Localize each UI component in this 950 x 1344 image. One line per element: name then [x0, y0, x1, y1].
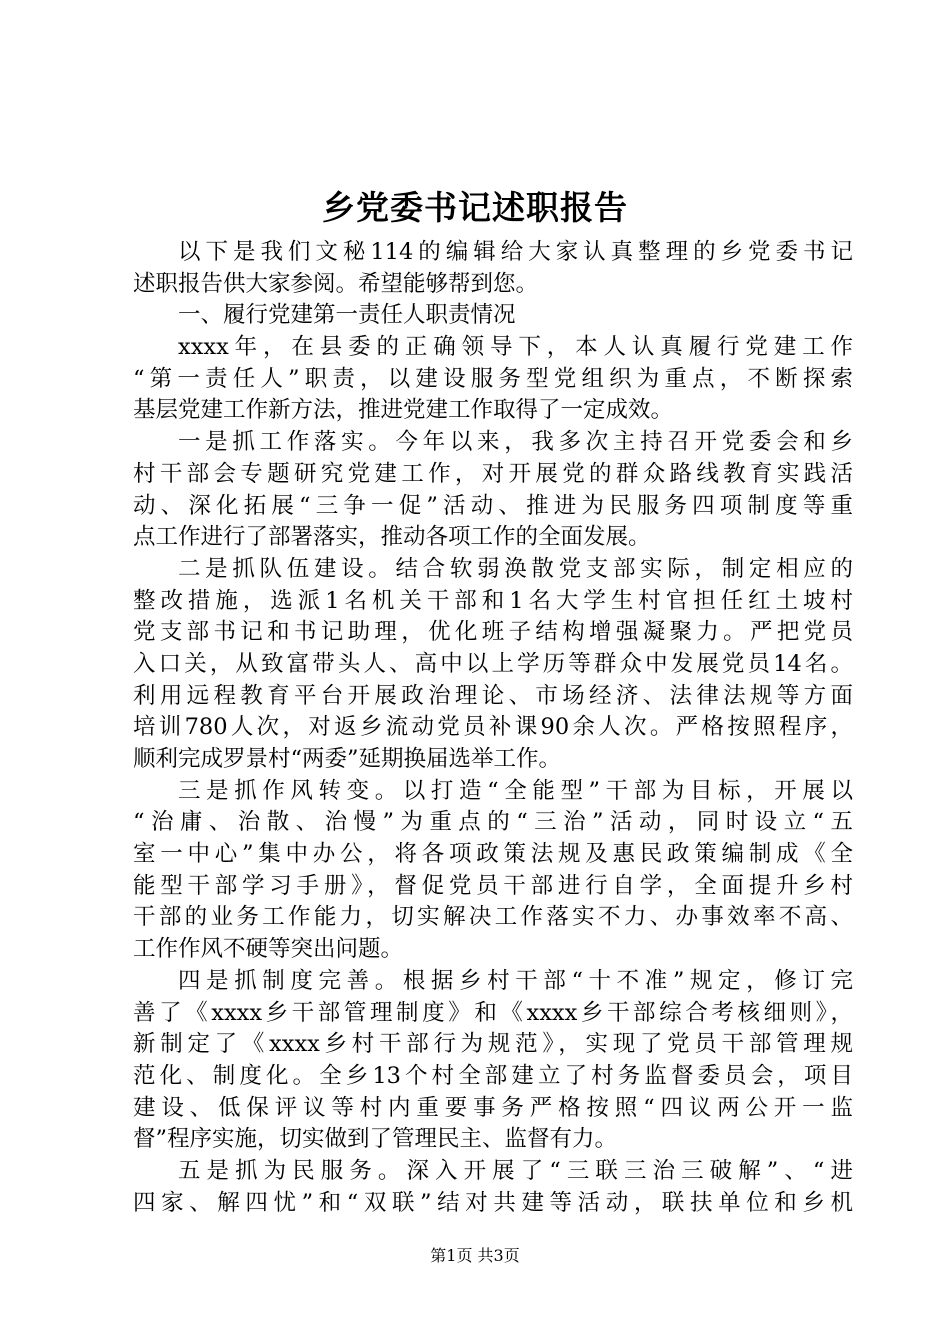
text-line: 一、履行党建第一责任人职责情况: [178, 302, 516, 329]
text-line: 三是抓作风转变。以打造“全能型”干部为目标，开展以: [178, 777, 853, 804]
text-line: 党支部书记和书记助理，优化班子结构增强凝聚力。严把党员: [133, 619, 853, 646]
text-line: 室一中心”集中办公，将各项政策法规及惠民政策编制成《全: [133, 841, 853, 868]
text-line: 干部的业务工作能力，切实解决工作落实不力、办事效率不高、: [133, 904, 853, 931]
text-line: 一是抓工作落实。今年以来，我多次主持召开党委会和乡: [178, 429, 853, 456]
text-line: 培训780人次，对返乡流动党员补课90余人次。严格按照程序，: [133, 714, 853, 741]
text-line: 能型干部学习手册》，督促党员干部进行自学，全面提升乡村: [133, 872, 853, 899]
text-line: 动、深化拓展“三争一促”活动、推进为民服务四项制度等重: [133, 492, 853, 519]
text-line: 四是抓制度完善。根据乡村干部“十不准”规定，修订完: [178, 967, 853, 994]
text-line: “第一责任人”职责，以建设服务型党组织为重点，不断探索: [133, 365, 853, 392]
text-line: 新制定了《xxxx乡村干部行为规范》，实现了党员干部管理规: [133, 1031, 853, 1058]
text-line: 述职报告供大家参阅。希望能够帮到您。: [133, 270, 539, 297]
page-footer: 第1页 共3页: [430, 1246, 520, 1265]
text-line: 二是抓队伍建设。结合软弱涣散党支部实际，制定相应的: [178, 555, 853, 582]
text-line: “治庸、治散、治慢”为重点的“三治”活动，同时设立“五: [133, 809, 853, 836]
text-line: 以下是我们文秘114的编辑给大家认真整理的乡党委书记: [178, 239, 853, 265]
text-line: 整改措施，选派1名机关干部和1名大学生村官担任红土坡村: [133, 587, 853, 614]
document-body: [133, 237, 853, 1219]
text-line: xxxx年，在县委的正确领导下，本人认真履行党建工作: [178, 334, 853, 361]
document-title: 乡党委书记述职报告: [322, 188, 628, 227]
text-line: 工作作风不硬等突出问题。: [133, 936, 404, 963]
text-line: 利用远程教育平台开展政治理论、市场经济、法律法规等方面: [133, 682, 853, 709]
text-line: 范化、制度化。全乡13个村全部建立了村务监督委员会，项目: [133, 1062, 853, 1089]
text-line: 督”程序实施，切实做到了管理民主、监督有力。: [133, 1126, 618, 1153]
text-line: 善了《xxxx乡干部管理制度》和《xxxx乡干部综合考核细则》，: [133, 999, 853, 1026]
text-line: 五是抓为民服务。深入开展了“三联三治三破解”、“进: [178, 1157, 853, 1184]
text-line: 基层党建工作新方法，推进党建工作取得了一定成效。: [133, 397, 674, 424]
text-line: 建设、低保评议等村内重要事务严格按照“四议两公开一监: [133, 1094, 853, 1121]
text-line: 顺利完成罗景村“两委”延期换届选举工作。: [133, 746, 562, 772]
text-line: 点工作进行了部署落实，推动各项工作的全面发展。: [133, 524, 651, 551]
text-line: 村干部会专题研究党建工作，对开展党的群众路线教育实践活: [133, 460, 853, 487]
text-line: 入口关，从致富带头人、高中以上学历等群众中发展党员14名。: [133, 650, 853, 677]
text-line: 四家、解四忧”和“双联”结对共建等活动，联扶单位和乡机: [133, 1189, 853, 1216]
